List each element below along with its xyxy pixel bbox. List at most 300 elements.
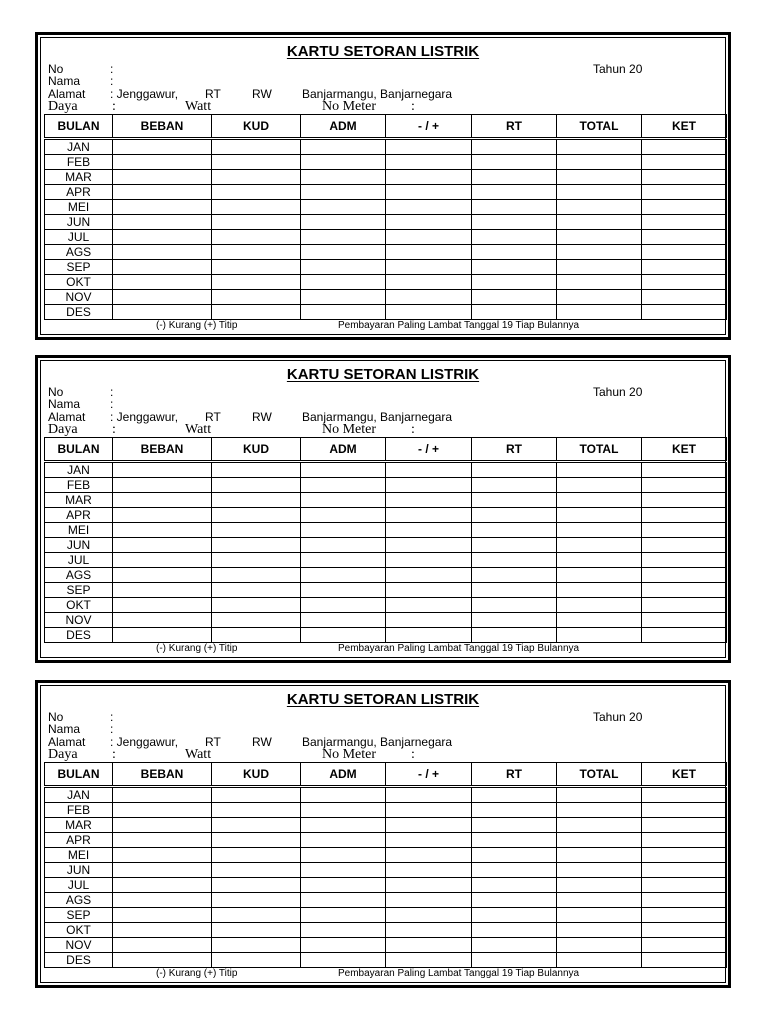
empty-cell (472, 953, 557, 968)
empty-cell (386, 155, 472, 170)
tahun-label: Tahun 20 (593, 710, 643, 724)
empty-cell (386, 598, 472, 613)
empty-cell (113, 908, 212, 923)
empty-cell (212, 787, 301, 803)
empty-cell (642, 305, 727, 320)
empty-cell (472, 275, 557, 290)
watt-label: Watt (185, 747, 212, 762)
empty-cell (472, 493, 557, 508)
empty-cell (113, 628, 212, 643)
empty-cell (386, 245, 472, 260)
empty-cell (642, 185, 727, 200)
table-row (45, 508, 727, 523)
month-cell: NOV (45, 613, 113, 628)
empty-cell (212, 833, 301, 848)
no-meter-colon: : (411, 747, 415, 762)
column-header: KET (642, 115, 727, 139)
column-header: KUD (212, 438, 301, 462)
empty-cell (386, 553, 472, 568)
empty-cell (113, 230, 212, 245)
empty-cell (557, 290, 642, 305)
empty-cell (113, 139, 212, 155)
empty-cell (301, 787, 386, 803)
table-row (45, 908, 727, 923)
empty-cell (557, 462, 642, 478)
empty-cell (472, 478, 557, 493)
payment-card (35, 355, 731, 663)
empty-cell (212, 553, 301, 568)
daya-label: Daya (48, 99, 78, 114)
column-header: BULAN (45, 763, 113, 787)
empty-cell (301, 878, 386, 893)
empty-cell (113, 787, 212, 803)
no-colon: : (110, 62, 114, 76)
empty-cell (301, 462, 386, 478)
empty-cell (642, 139, 727, 155)
no-meter-colon: : (411, 99, 415, 114)
empty-cell (557, 598, 642, 613)
empty-cell (472, 583, 557, 598)
month-cell: OKT (45, 598, 113, 613)
empty-cell (386, 508, 472, 523)
empty-cell (212, 139, 301, 155)
empty-cell (386, 953, 472, 968)
empty-cell (301, 553, 386, 568)
empty-cell (386, 583, 472, 598)
table-row (45, 305, 727, 320)
month-cell: MAR (45, 493, 113, 508)
no-meter-label: No Meter (322, 747, 377, 762)
empty-cell (113, 538, 212, 553)
month-cell: APR (45, 508, 113, 523)
empty-cell (642, 908, 727, 923)
empty-cell (557, 185, 642, 200)
empty-cell (642, 787, 727, 803)
empty-cell (472, 908, 557, 923)
empty-cell (113, 260, 212, 275)
table-row (45, 478, 727, 493)
empty-cell (386, 908, 472, 923)
empty-cell (212, 305, 301, 320)
month-cell: JUL (45, 230, 113, 245)
month-cell: JUN (45, 863, 113, 878)
empty-cell (472, 803, 557, 818)
month-cell: FEB (45, 803, 113, 818)
empty-cell (557, 523, 642, 538)
month-cell: JUN (45, 215, 113, 230)
empty-cell (386, 787, 472, 803)
table-row (45, 170, 727, 185)
empty-cell (642, 938, 727, 953)
empty-cell (642, 878, 727, 893)
empty-cell (301, 523, 386, 538)
empty-cell (557, 200, 642, 215)
empty-cell (557, 508, 642, 523)
empty-cell (386, 462, 472, 478)
nama-label: Nama (48, 74, 81, 88)
empty-cell (386, 818, 472, 833)
empty-cell (557, 908, 642, 923)
table-row (45, 275, 727, 290)
month-cell: NOV (45, 938, 113, 953)
no-meter-label: No Meter (322, 422, 377, 437)
empty-cell (557, 155, 642, 170)
month-cell: SEP (45, 260, 113, 275)
empty-cell (386, 305, 472, 320)
empty-cell (472, 305, 557, 320)
empty-cell (113, 245, 212, 260)
empty-cell (642, 245, 727, 260)
column-header: ADM (301, 438, 386, 462)
empty-cell (472, 833, 557, 848)
location-text: Banjarmangu, Banjarnegara (302, 410, 453, 424)
tahun-label: Tahun 20 (593, 62, 643, 76)
month-cell: MAR (45, 170, 113, 185)
empty-cell (557, 245, 642, 260)
table-row (45, 200, 727, 215)
empty-cell (212, 878, 301, 893)
empty-cell (212, 185, 301, 200)
month-cell: FEB (45, 155, 113, 170)
empty-cell (386, 803, 472, 818)
empty-cell (301, 908, 386, 923)
empty-cell (301, 245, 386, 260)
empty-cell (212, 478, 301, 493)
empty-cell (301, 598, 386, 613)
empty-cell (472, 923, 557, 938)
table-row (45, 568, 727, 583)
empty-cell (557, 568, 642, 583)
empty-cell (557, 478, 642, 493)
month-cell: JAN (45, 139, 113, 155)
empty-cell (642, 200, 727, 215)
nama-label: Nama (48, 397, 81, 411)
empty-cell (557, 583, 642, 598)
empty-cell (642, 833, 727, 848)
empty-cell (212, 923, 301, 938)
table-row (45, 833, 727, 848)
table-row (45, 523, 727, 538)
header-row (45, 115, 727, 139)
empty-cell (642, 493, 727, 508)
empty-cell (212, 818, 301, 833)
header-row (45, 438, 727, 462)
empty-cell (113, 185, 212, 200)
empty-cell (113, 613, 212, 628)
empty-cell (212, 230, 301, 245)
empty-cell (386, 863, 472, 878)
daya-label: Daya (48, 422, 78, 437)
column-header: RT (472, 115, 557, 139)
table-row (45, 953, 727, 968)
table-row (45, 155, 727, 170)
alamat-value: : Jenggawur, (110, 87, 179, 101)
empty-cell (212, 523, 301, 538)
table-row (45, 878, 727, 893)
table-row (45, 245, 727, 260)
empty-cell (642, 568, 727, 583)
empty-cell (472, 215, 557, 230)
table-row (45, 185, 727, 200)
month-cell: JAN (45, 787, 113, 803)
empty-cell (557, 538, 642, 553)
month-cell: APR (45, 185, 113, 200)
empty-cell (113, 848, 212, 863)
empty-cell (301, 848, 386, 863)
empty-cell (472, 185, 557, 200)
empty-cell (386, 139, 472, 155)
table-row (45, 803, 727, 818)
empty-cell (113, 493, 212, 508)
month-cell: DES (45, 953, 113, 968)
empty-cell (301, 170, 386, 185)
empty-cell (212, 893, 301, 908)
table-body (45, 462, 727, 643)
empty-cell (472, 818, 557, 833)
table-row (45, 139, 727, 155)
column-header: - / + (386, 438, 472, 462)
empty-cell (642, 863, 727, 878)
month-cell: MEI (45, 200, 113, 215)
empty-cell (301, 493, 386, 508)
empty-cell (113, 893, 212, 908)
empty-cell (212, 275, 301, 290)
empty-cell (301, 818, 386, 833)
header-row (45, 763, 727, 787)
empty-cell (301, 803, 386, 818)
empty-cell (472, 462, 557, 478)
empty-cell (386, 613, 472, 628)
column-header: BEBAN (113, 763, 212, 787)
empty-cell (113, 878, 212, 893)
empty-cell (642, 478, 727, 493)
empty-cell (472, 538, 557, 553)
empty-cell (301, 568, 386, 583)
payment-card (35, 680, 731, 988)
table-row (45, 598, 727, 613)
empty-cell (301, 938, 386, 953)
empty-cell (113, 938, 212, 953)
column-header: KET (642, 438, 727, 462)
daya-colon: : (112, 99, 116, 114)
empty-cell (642, 598, 727, 613)
empty-cell (642, 215, 727, 230)
empty-cell (472, 290, 557, 305)
column-header: - / + (386, 115, 472, 139)
rt-label: RT (205, 410, 221, 424)
table-row (45, 863, 727, 878)
location-text: Banjarmangu, Banjarnegara (302, 735, 453, 749)
alamat-value: : Jenggawur, (110, 735, 179, 749)
empty-cell (557, 818, 642, 833)
empty-cell (642, 553, 727, 568)
month-cell: SEP (45, 908, 113, 923)
month-cell: MEI (45, 523, 113, 538)
month-cell: OKT (45, 275, 113, 290)
table-body (45, 139, 727, 320)
empty-cell (557, 953, 642, 968)
table-row (45, 583, 727, 598)
empty-cell (472, 200, 557, 215)
empty-cell (557, 863, 642, 878)
column-header: TOTAL (557, 763, 642, 787)
location-text: Banjarmangu, Banjarnegara (302, 87, 453, 101)
rw-label: RW (252, 87, 272, 101)
column-header: TOTAL (557, 115, 642, 139)
empty-cell (386, 833, 472, 848)
payment-card (35, 32, 731, 340)
empty-cell (557, 878, 642, 893)
empty-cell (557, 170, 642, 185)
empty-cell (386, 493, 472, 508)
table-row (45, 848, 727, 863)
column-header: RT (472, 438, 557, 462)
empty-cell (472, 938, 557, 953)
empty-cell (212, 538, 301, 553)
column-header: KUD (212, 115, 301, 139)
month-cell: DES (45, 305, 113, 320)
empty-cell (301, 583, 386, 598)
empty-cell (301, 628, 386, 643)
empty-cell (557, 275, 642, 290)
table-row (45, 613, 727, 628)
empty-cell (113, 553, 212, 568)
empty-cell (472, 139, 557, 155)
empty-cell (642, 848, 727, 863)
watt-label: Watt (185, 99, 212, 114)
column-header: BEBAN (113, 438, 212, 462)
table-row (45, 290, 727, 305)
month-cell: JUN (45, 538, 113, 553)
empty-cell (301, 215, 386, 230)
empty-cell (113, 170, 212, 185)
monthly-table (44, 762, 727, 968)
empty-cell (212, 803, 301, 818)
empty-cell (642, 803, 727, 818)
empty-cell (113, 583, 212, 598)
empty-cell (212, 613, 301, 628)
empty-cell (301, 139, 386, 155)
empty-cell (212, 170, 301, 185)
empty-cell (472, 568, 557, 583)
empty-cell (113, 923, 212, 938)
empty-cell (212, 598, 301, 613)
empty-cell (557, 230, 642, 245)
empty-cell (472, 878, 557, 893)
empty-cell (301, 200, 386, 215)
empty-cell (212, 583, 301, 598)
column-header: ADM (301, 115, 386, 139)
empty-cell (301, 923, 386, 938)
empty-cell (642, 155, 727, 170)
empty-cell (472, 260, 557, 275)
month-cell: JAN (45, 462, 113, 478)
empty-cell (113, 275, 212, 290)
empty-cell (557, 848, 642, 863)
payment-note: Pembayaran Paling Lambat Tanggal 19 Tiap Bulannya (338, 968, 580, 979)
empty-cell (557, 923, 642, 938)
empty-cell (642, 818, 727, 833)
table-row (45, 538, 727, 553)
empty-cell (386, 848, 472, 863)
empty-cell (386, 878, 472, 893)
empty-cell (386, 185, 472, 200)
empty-cell (113, 508, 212, 523)
empty-cell (386, 275, 472, 290)
empty-cell (386, 260, 472, 275)
empty-cell (212, 908, 301, 923)
empty-cell (212, 215, 301, 230)
empty-cell (301, 953, 386, 968)
month-cell: AGS (45, 568, 113, 583)
table-row (45, 893, 727, 908)
empty-cell (472, 230, 557, 245)
empty-cell (557, 938, 642, 953)
card-title: KARTU SETORAN LISTRIK (286, 691, 480, 708)
empty-cell (113, 215, 212, 230)
empty-cell (113, 462, 212, 478)
alamat-label: Alamat (48, 87, 86, 101)
empty-cell (557, 305, 642, 320)
empty-cell (386, 523, 472, 538)
empty-cell (386, 170, 472, 185)
column-header: RT (472, 763, 557, 787)
empty-cell (301, 290, 386, 305)
empty-cell (212, 200, 301, 215)
empty-cell (212, 493, 301, 508)
empty-cell (472, 155, 557, 170)
empty-cell (113, 833, 212, 848)
empty-cell (642, 290, 727, 305)
empty-cell (212, 155, 301, 170)
empty-cell (386, 215, 472, 230)
empty-cell (472, 598, 557, 613)
empty-cell (301, 893, 386, 908)
month-cell: AGS (45, 893, 113, 908)
empty-cell (212, 568, 301, 583)
empty-cell (642, 462, 727, 478)
nama-label: Nama (48, 722, 81, 736)
daya-colon: : (112, 747, 116, 762)
column-header: KET (642, 763, 727, 787)
month-cell: JUL (45, 553, 113, 568)
column-header: ADM (301, 763, 386, 787)
empty-cell (557, 893, 642, 908)
empty-cell (113, 200, 212, 215)
empty-cell (301, 538, 386, 553)
empty-cell (386, 568, 472, 583)
empty-cell (301, 508, 386, 523)
no-label: No (48, 62, 64, 76)
empty-cell (642, 613, 727, 628)
empty-cell (386, 200, 472, 215)
empty-cell (113, 953, 212, 968)
alamat-label: Alamat (48, 735, 86, 749)
column-header: - / + (386, 763, 472, 787)
empty-cell (113, 305, 212, 320)
empty-cell (642, 508, 727, 523)
no-meter-colon: : (411, 422, 415, 437)
month-cell: JUL (45, 878, 113, 893)
column-header: TOTAL (557, 438, 642, 462)
empty-cell (113, 803, 212, 818)
empty-cell (472, 170, 557, 185)
empty-cell (113, 155, 212, 170)
monthly-table (44, 437, 727, 643)
table-row (45, 493, 727, 508)
empty-cell (642, 583, 727, 598)
watt-label: Watt (185, 422, 212, 437)
